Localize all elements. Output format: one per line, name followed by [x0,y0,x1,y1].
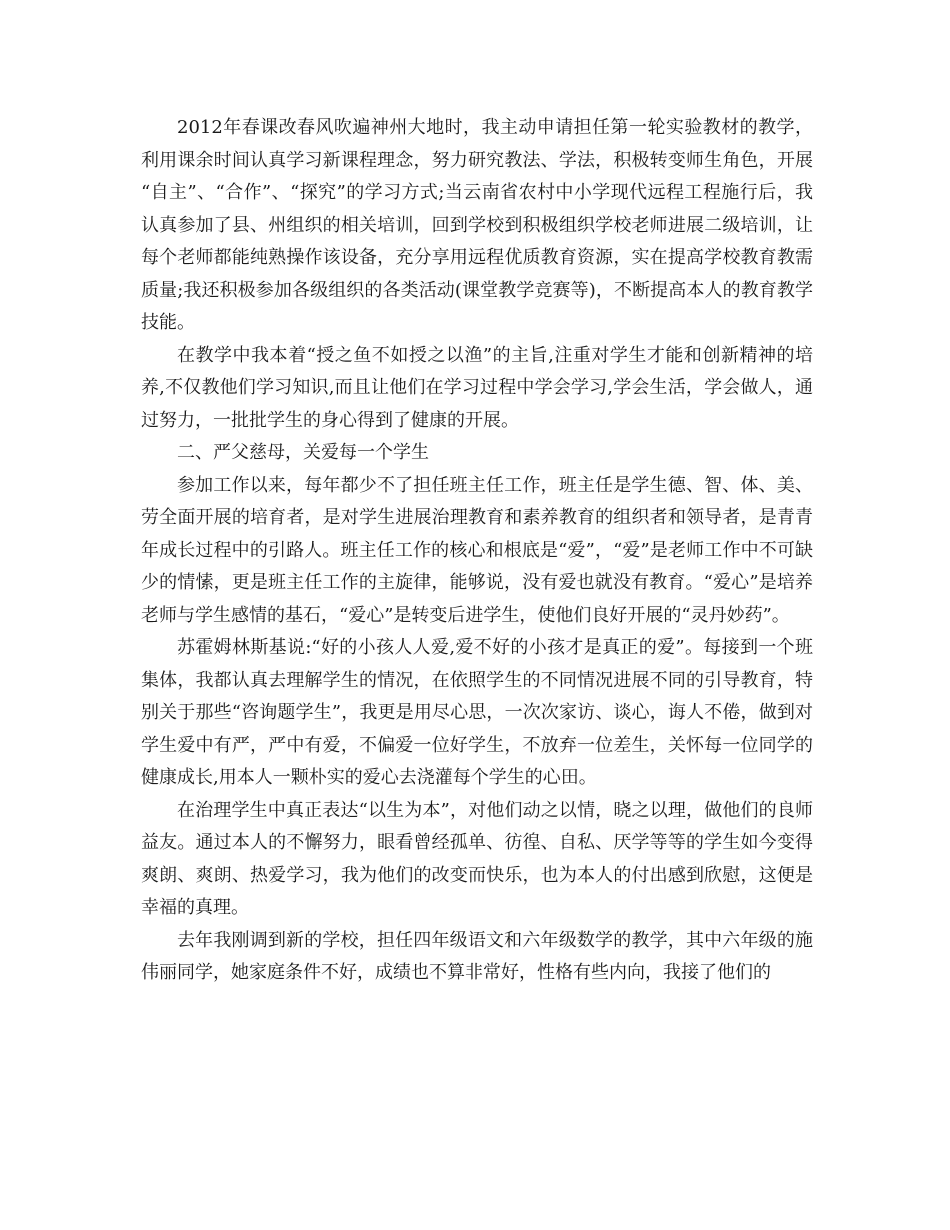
document-body [141,112,813,990]
paragraph-new-school: 去年我刚调到新的学校，担任四年级语文和六年级数学的教学，其中六年级的施伟丽同学，她家庭条件不好，成绩也不算非常好，性格有些内向，我接了他们的 [141,929,813,983]
paragraph-teaching-philosophy: 在教学中我本着“授之鱼不如授之以渔”的主旨,注重对学生才能和创新精神的培养,不仅教他们学习知识,而且让他们在学习过程中学会学习,学会生活，学会做人，通过努力，一批批学生的身心得到了健康的开展。 [141,344,813,431]
paragraph-sukhomlinsky-quote: 苏霍姆林斯基说:“好的小孩人人爱,爱不好的小孩才是真正的爱”。每接到一个班集体，我都认真去理解学生的情况，在依照学生的不同情况进展不同的引导教育，特别关于那些“咨询题学生”，我更是用尽心思，一次次家访、谈心，诲人不倦，做到对学生爱中有严，严中有爱，不偏爱一位好学生，不放弃一位差生，关怀每一位同学的健康成长,用本人一颗朴实的爱心去浇灌每个学生的心田。 [141,637,813,788]
paragraph-student-centered: 在治理学生中真正表达“以生为本”，对他们动之以情，晓之以理，做他们的良师益友。通过本人的不懈努力，眼看曾经孤单、彷徨、自私、厌学等等的学生如今变得爽朗、爽朗、热爱学习，我为他们的改变而快乐，也为本人的付出感到欣慰，这便是幸福的真理。 [141,799,813,918]
paragraph-curriculum-reform: 2012年春课改春风吹遍神州大地时，我主动申请担任第一轮实验教材的教学，利用课余时间认真学习新课程理念，努力研究教法、学法，积极转变师生角色，开展“自主”、“合作”、“探究”的学习方式;当云南省农村中小学现代远程工程施行后，我认真参加了县、州组织的相关培训，回到学校到积极组织学校老师进展二级培训，让每个老师都能纯熟操作该设备，充分享用远程优质教育资源，实在提高学校教育教需质量;我还积极参加各级组织的各类活动(课堂教学竞赛等)，不断提高本人的教育教学技能。 [141,117,813,333]
paragraph-class-teacher: 参加工作以来，每年都少不了担任班主任工作，班主任是学生德、智、体、美、劳全面开展的培育者，是对学生进展治理教育和素养教育的组织者和领导者，是青青年成长过程中的引路人。班主任工作的核心和根底是“爱”，“爱”是老师工作中不可缺少的情愫，更是班主任工作的主旋律，能够说，没有爱也就没有教育。“爱心”是培养老师与学生感情的基石，“爱心”是转变后进学生，使他们良好开展的“灵丹妙药”。 [141,474,813,626]
section-heading: 二、严父慈母，关爱每一个学生 [177,442,429,463]
